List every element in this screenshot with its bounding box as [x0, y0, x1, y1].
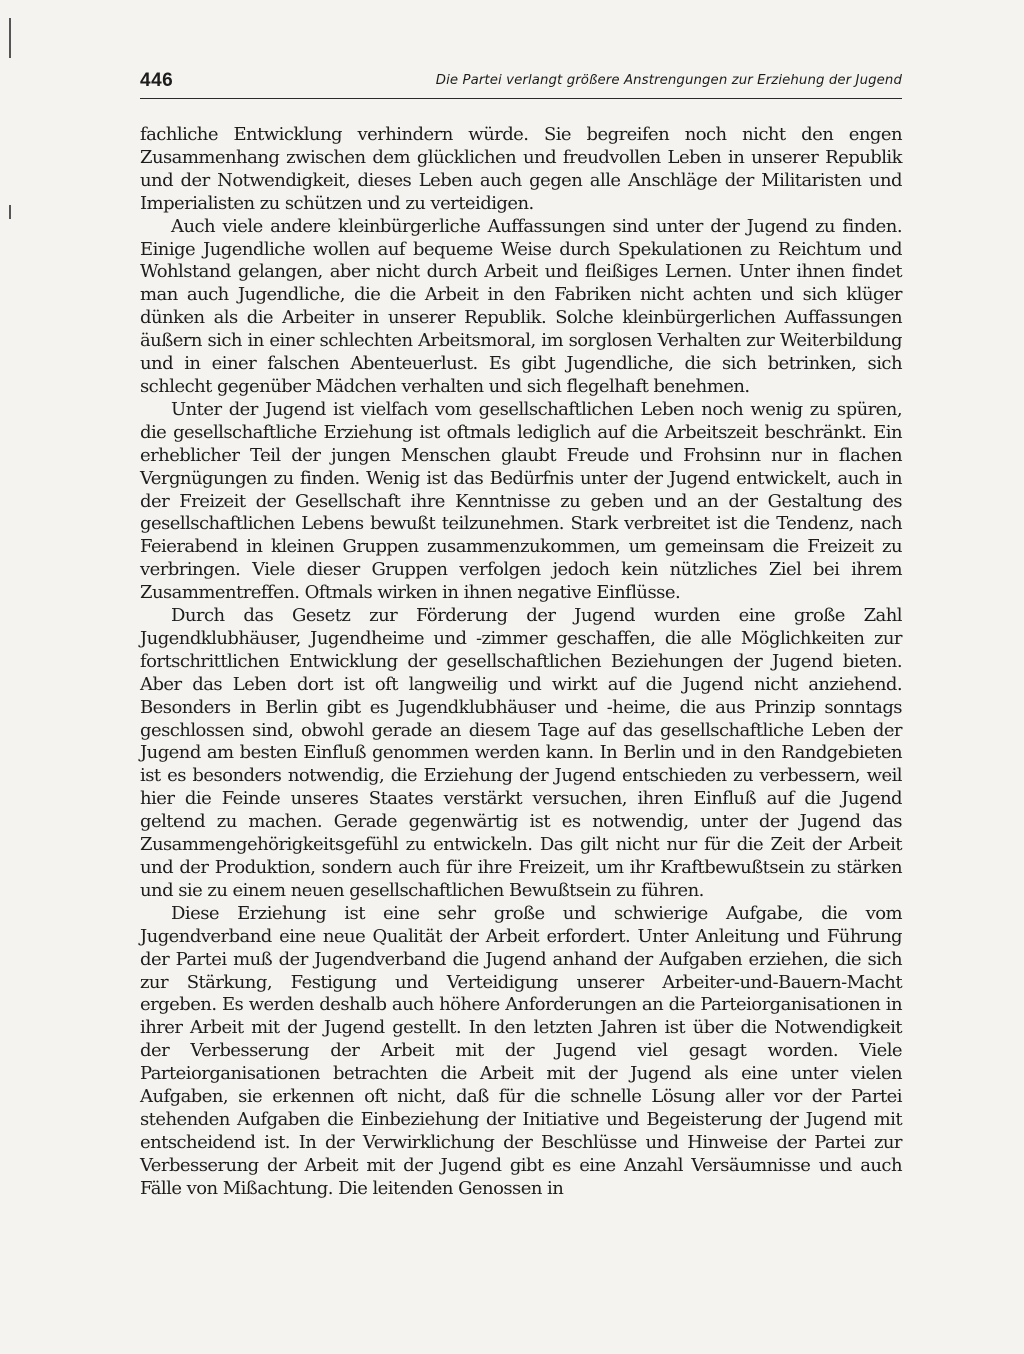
paragraph-5: Diese Erziehung ist eine sehr große und schwierige Aufgabe, die vom Jugendverband eine neue Qualität der Arbeit erfordert. Unter Anleitung und Führung der Partei muß der Jugendverband die Jugend anhand der Aufgaben erziehen, die sich zur Stärkung, Festigung und Verteidigung unserer Arbeiter-und-Bauern-Macht ergeben. Es werden deshalb auch höhere Anforderungen an die Parteiorganisationen in ihrer Arbeit mit der Jugend gestellt. In den letzten Jahren ist über die Notwendigkeit der Verbesserung der Arbeit mit der Jugend viel gesagt worden. Viele Parteiorganisationen betrachten die Arbeit mit der Jugend als eine unter vielen Aufgaben, sie erkennen oft nicht, daß für die schnelle Lösung aller vor der Partei stehenden Aufgaben die Einbeziehung der Initiative und Begeisterung der Jugend mit entscheidend ist. In der Verwirklichung der Beschlüsse und Hinweise der Partei zur Verbesserung der Arbeit mit der Jugend gibt es eine Anzahl Versäumnisse und auch Fälle von Mißachtung. Die leitenden Genossen in: [140, 902, 902, 1199]
scan-margin-mark: [9, 18, 11, 58]
body-text: [140, 124, 902, 1201]
scan-margin-mark: [9, 205, 11, 219]
paragraph-3: Unter der Jugend ist vielfach vom gesellschaftlichen Leben noch wenig zu spüren, die gesellschaftliche Erziehung ist oftmals lediglich auf die Arbeitszeit beschränkt. Ein erheblicher Teil der jungen Menschen glaubt Freude und Frohsinn nur in flachen Vergnügungen zu finden. Wenig ist das Bedürfnis unter der Jugend entwickelt, auch in der Freizeit der Gesellschaft ihre Kenntnisse zu geben und an der Gestaltung des gesellschaftlichen Lebens bewußt teilzunehmen. Stark verbreitet ist die Tendenz, nach Feierabend in kleinen Gruppen zusammenzukommen, um gemeinsam die Freizeit zu verbringen. Viele dieser Gruppen verfolgen jedoch kein nützliches Ziel bei ihrem Zusammentreffen. Oftmals wirken in ihnen negative Einflüsse.: [140, 398, 902, 604]
page-header: [140, 70, 902, 99]
paragraph-1: fachliche Entwicklung verhindern würde. Sie begreifen noch nicht den engen Zusammenhang zwischen dem glücklichen und freudvollen Leben in unserer Republik und der Notwendigkeit, dieses Leben auch gegen alle Anschläge der Militaristen und Imperialisten zu schützen und zu verteidigen.: [140, 124, 902, 214]
running-head: Die Partei verlangt größere Anstrengungen zur Erziehung der Jugend: [435, 73, 902, 88]
paragraph-4: Durch das Gesetz zur Förderung der Jugend wurden eine große Zahl Jugendklubhäuser, Jugendheime und -zimmer geschaffen, die alle Möglichkeiten zur fortschrittlichen Entwicklung der gesellschaftlichen Beziehungen der Jugend bieten. Aber das Leben dort ist oft langweilig und wirkt auf die Jugend nicht anziehend. Besonders in Berlin gibt es Jugendklubhäuser und -heime, die aus Prinzip sonntags geschlossen sind, obwohl gerade an diesem Tage auf das gesellschaftliche Leben der Jugend am besten Einfluß genommen werden kann. In Berlin und in den Randgebieten ist es besonders notwendig, die Erziehung der Jugend entschieden zu verbessern, weil hier die Feinde unseres Staates verstärkt versuchen, ihren Einfluß auf die Jugend geltend zu machen. Gerade gegenwärtig ist es notwendig, unter der Jugend das Zusammengehörigkeitsgefühl zu entwickeln. Das gilt nicht nur für die Zeit der Arbeit und der Produktion, sondern auch für ihre Freizeit, um ihr Kraftbewußtsein zu stärken und sie zu einem neuen gesellschaftlichen Bewußtsein zu führen.: [140, 605, 902, 901]
page-number: 446: [140, 70, 174, 91]
paragraph-2: Auch viele andere kleinbürgerliche Auffassungen sind unter der Jugend zu finden. Einige Jugendliche wollen auf bequeme Weise durch Spekulationen zu Reichtum und Wohlstand gelangen, aber nicht durch Arbeit und fleißiges Lernen. Unter ihnen findet man auch Jugendliche, die die Arbeit in den Fabriken nicht achten und sich klüger dünken als die Arbeiter in unserer Republik. Solche kleinbürgerlichen Auffassungen äußern sich in einer schlechten Arbeitsmoral, im sorglosen Verhalten zur Weiterbildung und in einer falschen Abenteuerlust. Es gibt Jugendliche, die sich betrinken, sich schlecht gegenüber Mädchen verhalten und sich flegelhaft benehmen.: [140, 215, 902, 397]
